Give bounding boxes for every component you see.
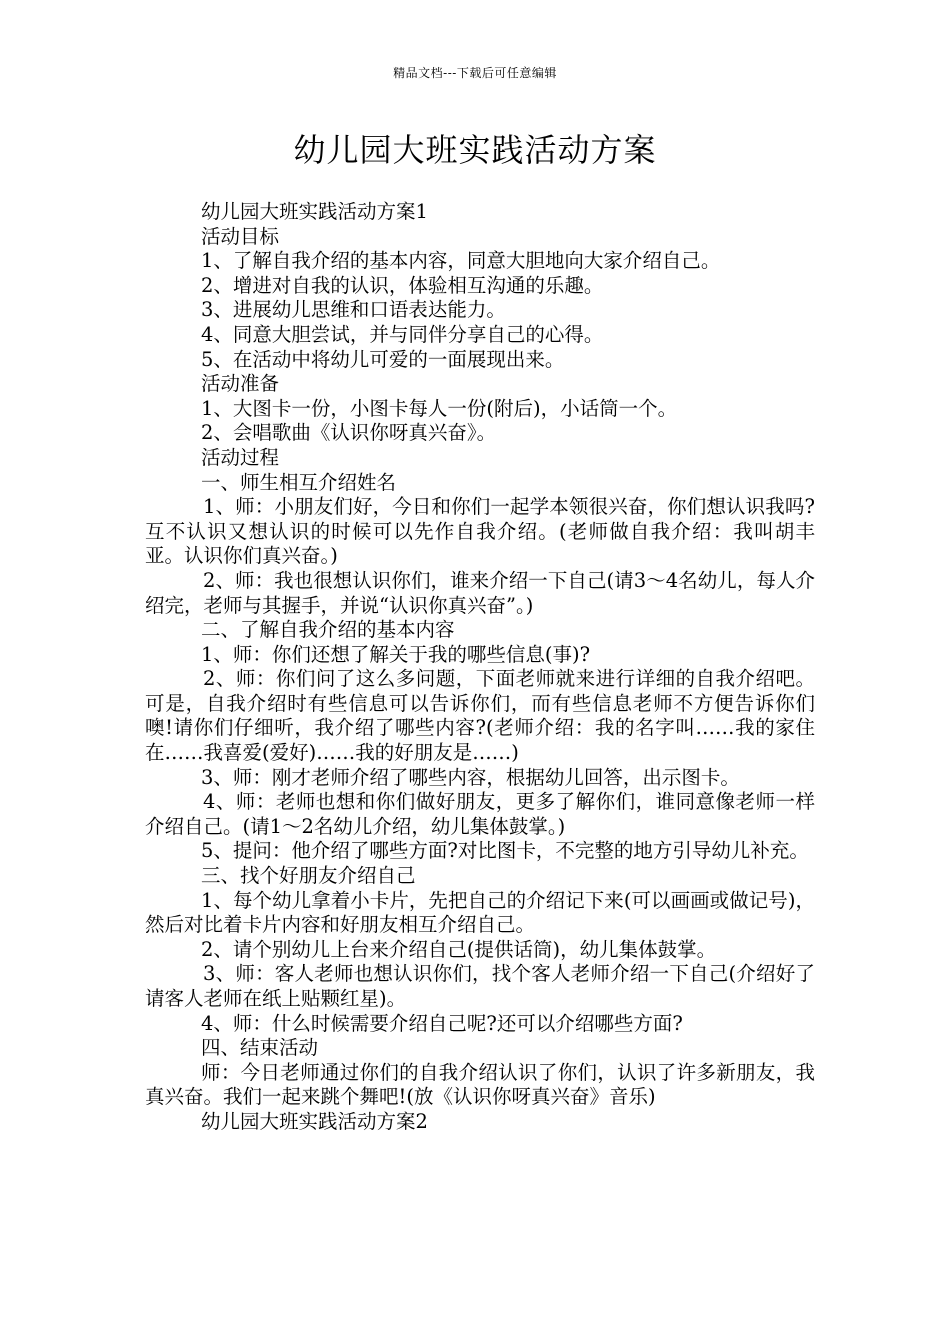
subheading: 活动目标 xyxy=(201,224,280,248)
subheading: 四、结束活动 xyxy=(201,1036,319,1060)
document-body xyxy=(145,200,815,1135)
paragraph: 2、增进对自我的认识，体验相互沟通的乐趣。 xyxy=(201,273,604,297)
paragraph: 师：今日老师通过你们的自我介绍认识了你们，认识了许多新朋友，我真兴奋。我们一起来跳个舞吧!(放《认识你呀真兴奋》音乐) xyxy=(145,1060,815,1109)
paragraph: 1、大图卡一份，小图卡每人一份(附后)，小话筒一个。 xyxy=(201,396,678,420)
paragraph: 5、在活动中将幼儿可爱的一面展现出来。 xyxy=(201,347,565,371)
subheading: 活动过程 xyxy=(201,445,280,469)
paragraph: 3、进展幼儿思维和口语表达能力。 xyxy=(201,298,506,322)
subheading: 三、找个好朋友介绍自己 xyxy=(201,864,416,888)
paragraph: 1、师：你们还想了解关于我的哪些信息(事)? xyxy=(201,642,591,666)
document-title: 幼儿园大班实践活动方案 xyxy=(293,131,657,169)
paragraph: 1、师：小朋友们好，今日和你们一起学本领很兴奋，你们想认识我吗?互不认识又想认识的时候可以先作自我介绍。(老师做自我介绍：我叫胡丰亚。认识你们真兴奋。) xyxy=(145,495,815,568)
paragraph: 3、师：客人老师也想认识你们，找个客人老师介绍一下自己(介绍好了请客人老师在纸上贴颗红星)。 xyxy=(145,962,815,1010)
subheading: 活动准备 xyxy=(201,372,280,396)
paragraph: 1、了解自我介绍的基本内容，同意大胆地向大家介绍自己。 xyxy=(201,249,721,273)
paragraph: 3、师：刚才老师介绍了哪些内容，根据幼儿回答，出示图卡。 xyxy=(201,765,740,789)
subheading: 二、了解自我介绍的基本内容 xyxy=(201,618,455,642)
paragraph: 2、师：你们问了这么多问题，下面老师就来进行详细的自我介绍吧。可是，自我介绍时有些信息可以告诉你们，而有些信息老师不方便告诉你们噢!请你们仔细听，我介绍了哪些内容?(老师介绍：我的名字叫……我的家住在……我喜爱(爱好)……我的好朋友是……) xyxy=(145,667,815,765)
section-heading: 幼儿园大班实践活动方案2 xyxy=(201,1109,428,1133)
paragraph: 4、师：什么时候需要介绍自己呢?还可以介绍哪些方面? xyxy=(201,1011,683,1035)
paragraph: 2、请个别幼儿上台来介绍自己(提供话筒)，幼儿集体鼓掌。 xyxy=(201,937,717,961)
paragraph: 4、同意大胆尝试，并与同伴分享自己的心得。 xyxy=(201,322,604,346)
subheading: 一、师生相互介绍姓名 xyxy=(201,470,397,494)
paragraph: 1、每个幼儿拿着小卡片，先把自己的介绍记下来(可以画画或做记号)，然后对比着卡片内容和好朋友相互介绍自己。 xyxy=(145,888,815,937)
paragraph: 2、师：我也很想认识你们，谁来介绍一下自己(请3～4名幼儿，每人介绍完，老师与其握手，并说“认识你真兴奋”。) xyxy=(145,568,815,617)
page-header: 精品文档---下载后可任意编辑 xyxy=(393,66,557,80)
section-heading: 幼儿园大班实践活动方案1 xyxy=(201,200,428,223)
paragraph: 4、师：老师也想和你们做好朋友，更多了解你们，谁同意像老师一样介绍自己。(请1～2名幼儿介绍，幼儿集体鼓掌。) xyxy=(145,790,815,838)
paragraph: 2、会唱歌曲《认识你呀真兴奋》。 xyxy=(201,421,497,445)
paragraph: 5、提问：他介绍了哪些方面?对比图卡，不完整的地方引导幼儿补充。 xyxy=(201,839,809,863)
